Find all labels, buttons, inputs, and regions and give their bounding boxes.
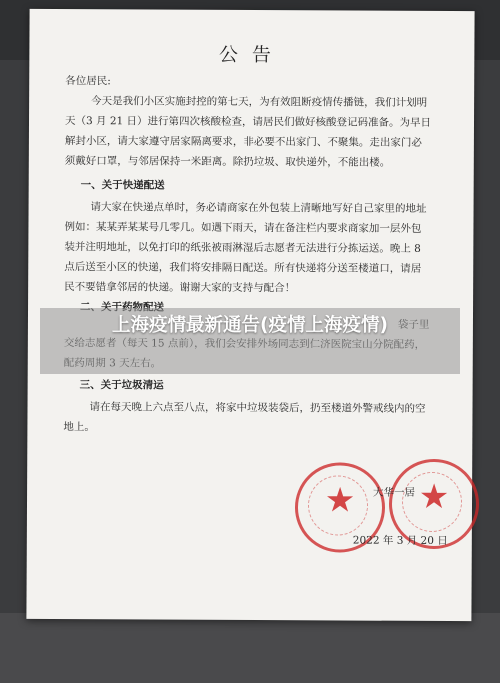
- section-heading-delivery: 一、关于快递配送: [80, 179, 165, 192]
- garbage-line: 请在每天晚上六点至八点，将家中垃圾装袋后，扔至楼道外警戒线内的空: [89, 401, 426, 415]
- headline-title: 上海疫情最新通告(疫情上海疫情): [112, 315, 388, 336]
- background-floor: [0, 613, 500, 683]
- greeting: 各位居民:: [65, 75, 111, 88]
- intro-line: 须戴好口罩，与邻居保持一米距离。除扔垃圾、取快递外，不能出楼。: [64, 155, 391, 169]
- delivery-line: 请大家在快递点单时，务必请商家在外包装上清晰地写好自己家里的地址: [90, 201, 427, 215]
- signature-org: 大华一居: [373, 486, 416, 499]
- delivery-line: 民不要错拿邻居的快递。谢谢大家的支持与配合！: [64, 281, 296, 295]
- delivery-line: 例如：某某弄某某号几零几。如遇下雨天，请在备注栏内要求商家加一层外包: [64, 221, 422, 235]
- star-icon: ★: [418, 476, 450, 518]
- garbage-line: 地上。: [63, 421, 95, 434]
- delivery-line: 装并注明地址，以免打印的纸张被雨淋湿后志愿者无法进行分拣运送。晚上 8: [64, 241, 421, 255]
- section-heading-garbage: 三、关于垃圾清运: [79, 379, 164, 392]
- intro-line: 天（3 月 21 日）进行第四次核酸检查，请居民们做好核酸登记码准备。为早日: [64, 115, 432, 129]
- delivery-line: 点后送至小区的快递，我们将安排隔日配送。所有快递将分送至楼道口，请居: [64, 261, 422, 275]
- intro-line: 今天是我们小区实施封控的第七天，为有效阻断疫情传播链，我们计划明: [91, 95, 428, 109]
- star-icon: ★: [324, 480, 356, 521]
- intro-line: 解封小区，请大家遵守居家隔离要求，非必要不出家门、不聚集。走出家门必: [64, 135, 422, 149]
- notice-title: 公告: [218, 43, 285, 67]
- signature-date: 2022 年 3 月 20 日: [352, 534, 448, 548]
